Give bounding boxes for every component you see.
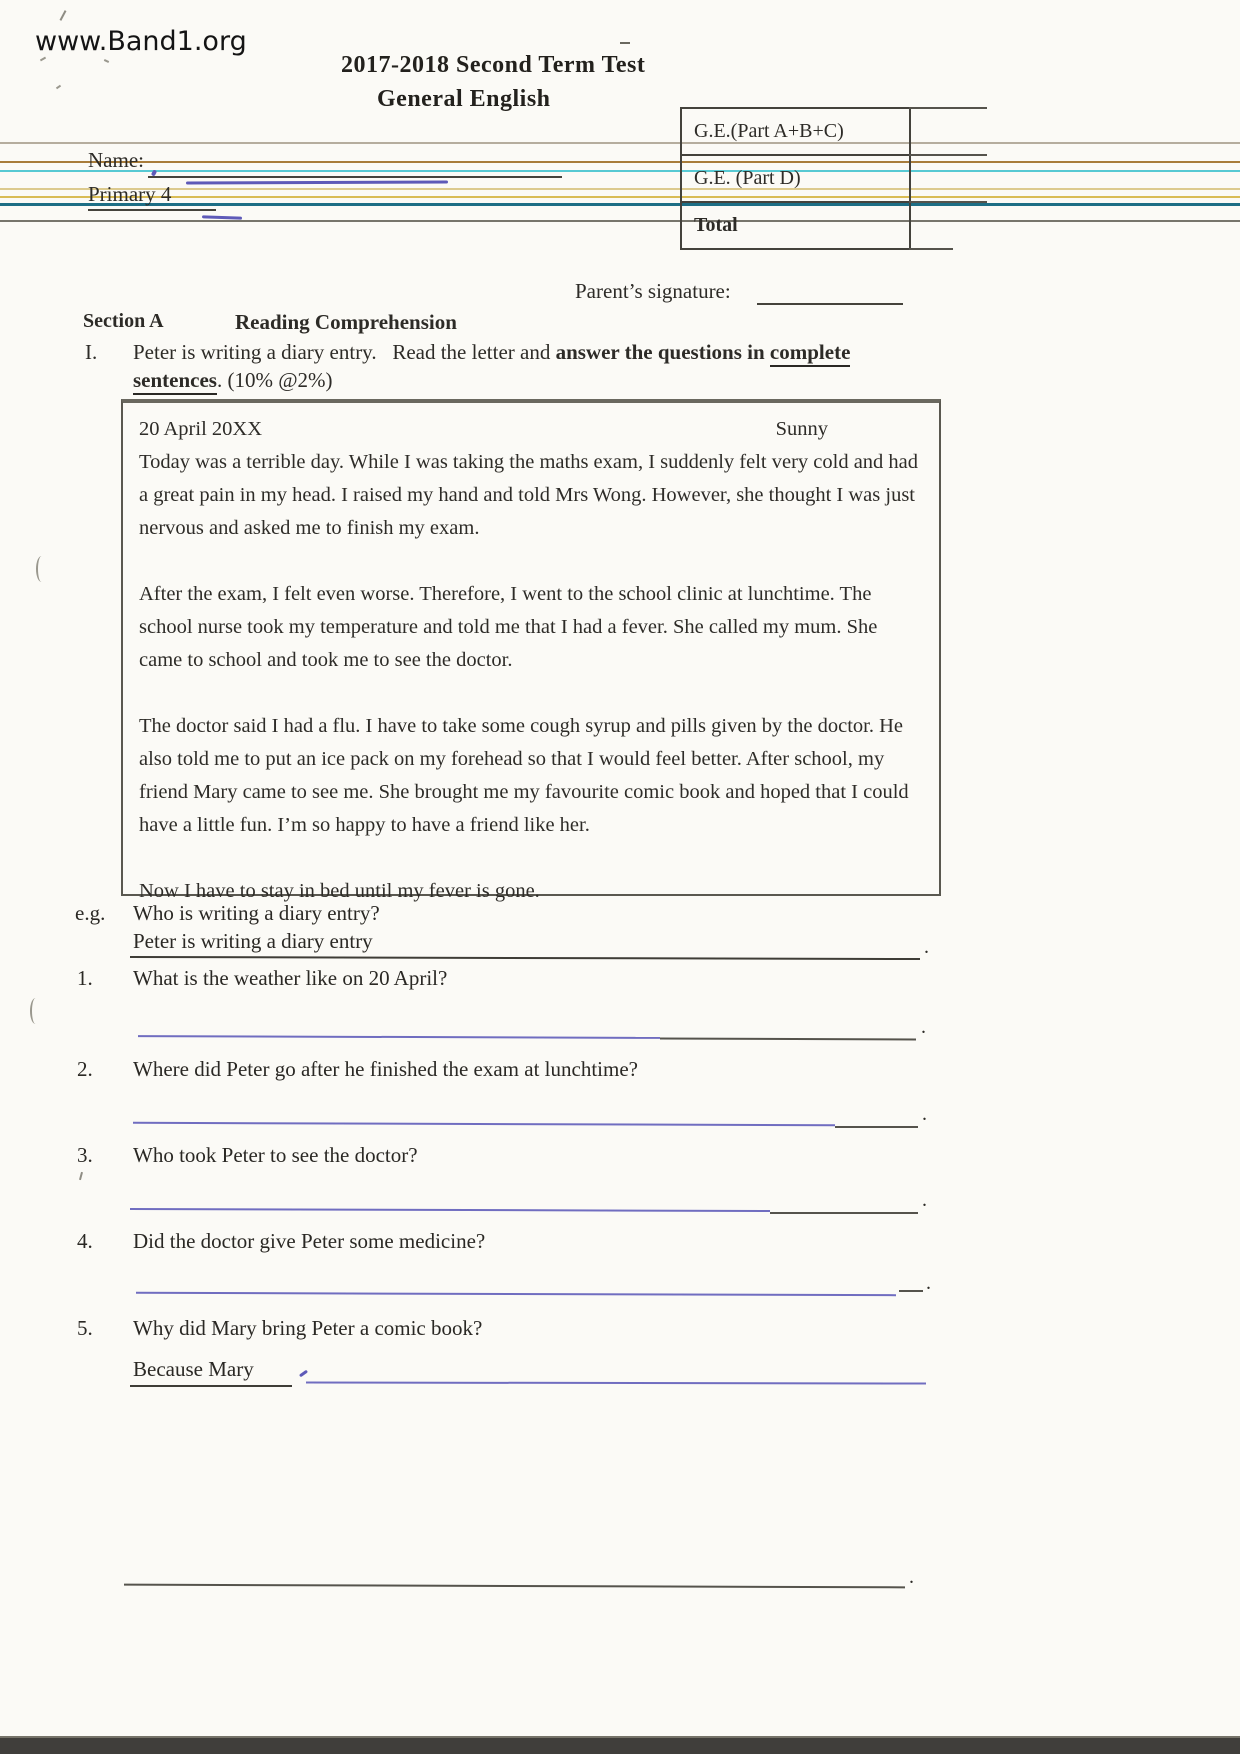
question-3-number: 3.	[77, 1143, 93, 1167]
instruction-bold-underlined: complete	[770, 340, 850, 367]
instruction-bold: answer the questions in	[555, 340, 765, 364]
diary-paragraph-3: The doctor said I had a flu. I have to take some cough syrup and pills given by the doctor. He also told me to put an ice pack on my forehead so that I would feel better. After school, my friend Mary came to see me. She brought me my favourite comic book and hoped that I could have a little fun. I’m so happy to have a friend like her.	[139, 715, 909, 836]
question-2-answer-line	[133, 1122, 835, 1126]
instruction-part2: Read the letter and	[392, 340, 551, 364]
diary-paragraph-1: Today was a terrible day. While I was taking the maths exam, I suddenly felt very cold and had a great pain in my head. I raised my hand and told Mrs Wong. However, she thought I was just nervous and asked me to finish my exam.	[139, 451, 919, 539]
parent-signature-label: Parent’s signature:	[575, 279, 731, 303]
question-5-answer-prefix: Because Mary	[133, 1357, 254, 1381]
question-3-text: Who took Peter to see the doctor?	[133, 1143, 418, 1167]
question-5-answer-underline	[130, 1385, 292, 1387]
score-row-part-d: G.E. (Part D)	[682, 156, 909, 203]
table-line-extension	[909, 107, 987, 109]
question-4-answer-line	[136, 1292, 896, 1296]
page-subtitle: General English	[377, 86, 551, 112]
diary-dateline	[139, 413, 923, 446]
diary-paragraph-2: After the exam, I felt even worse. Therefore, I went to the school clinic at lunchtime. The school nurse took my temperature and told me that I had a fever. She called my mum. She came to school and took me to see the doctor.	[139, 583, 878, 671]
table-line-extension	[909, 154, 987, 156]
line-end-period: .	[926, 1272, 931, 1294]
instruction-line1	[133, 340, 850, 365]
example-answer: Peter is writing a diary entry	[133, 929, 373, 953]
scan-artifact	[620, 42, 630, 44]
line-end-period: .	[921, 1016, 926, 1038]
scan-artifact	[40, 57, 46, 62]
instruction-line2	[133, 368, 333, 393]
question-3-answer-line	[130, 1208, 770, 1212]
line-end-period: .	[909, 1566, 914, 1588]
line-end-period: .	[922, 1189, 927, 1211]
scan-artifact	[60, 10, 67, 21]
line-end-period: .	[924, 936, 929, 958]
scan-artifact	[36, 556, 47, 582]
table-line-extension	[909, 248, 953, 250]
scan-edge-strip	[0, 1736, 1240, 1754]
question-2-number: 2.	[77, 1057, 93, 1081]
example-label: e.g.	[75, 901, 106, 925]
instruction-line2-underlined: sentences	[133, 368, 217, 395]
scan-artifact	[56, 85, 61, 90]
question-4-text: Did the doctor give Peter some medicine?	[133, 1229, 486, 1253]
question-2-text: Where did Peter go after he finished the exam at lunchtime?	[133, 1057, 638, 1081]
score-row-total: Total	[694, 214, 738, 236]
question-5-text: Why did Mary bring Peter a comic book?	[133, 1316, 483, 1340]
question-1-answer-line	[660, 1038, 916, 1041]
instruction-part1: Peter is writing a diary entry.	[133, 340, 377, 364]
parent-signature-line	[757, 303, 903, 305]
scan-artifact	[30, 998, 41, 1024]
diary-date: 20 April 20XX	[139, 418, 262, 440]
section-label: Section A	[83, 310, 164, 332]
name-blank-line	[148, 176, 562, 178]
ruled-line-brown	[0, 161, 1240, 163]
item-numeral: I.	[85, 340, 98, 364]
question-5-number: 5.	[77, 1316, 93, 1340]
score-table	[680, 107, 911, 250]
ruled-line-teal	[0, 203, 1240, 206]
score-row-parts-abc: G.E.(Part A+B+C)	[682, 109, 909, 156]
diary-entry-box	[121, 399, 941, 902]
diary-paragraph-4: Now I have to stay in bed until my fever is gone.	[139, 880, 540, 902]
class-blank-line	[88, 209, 216, 211]
ruled-line-gray	[0, 142, 1240, 144]
question-1-text: What is the weather like on 20 April?	[133, 966, 448, 990]
instruction-gap	[377, 340, 393, 364]
ruled-line-khaki	[0, 188, 1240, 190]
ruled-line-yellow	[0, 196, 1240, 198]
section-title: Reading Comprehension	[235, 310, 457, 334]
pen-mark	[299, 1370, 308, 1378]
question-1-number: 1.	[77, 966, 93, 990]
ruled-line-darkgray	[0, 220, 1240, 222]
table-line-extension	[909, 201, 987, 203]
question-5-answer-line	[306, 1381, 926, 1384]
question-4-answer-dash	[899, 1290, 923, 1292]
page-title: 2017-2018 Second Term Test	[341, 52, 646, 78]
watermark: www.Band1.org	[35, 26, 247, 57]
scan-artifact	[79, 1172, 83, 1180]
example-question: Who is writing a diary entry?	[133, 901, 380, 925]
scan-artifact	[104, 59, 109, 63]
ruled-line-cyan	[0, 170, 1240, 172]
class-label: Primary 4	[88, 182, 172, 206]
question-2-answer-line	[835, 1126, 918, 1128]
question-3-answer-line	[770, 1212, 918, 1214]
example-answer-line	[130, 956, 920, 960]
pen-line	[186, 181, 448, 185]
name-label: Name:	[88, 148, 144, 172]
diary-weather: Sunny	[775, 418, 828, 440]
line-end-period: .	[922, 1103, 927, 1125]
instruction-line2-rest: . (10% @2%)	[216, 368, 333, 392]
question-1-answer-line	[138, 1035, 660, 1039]
question-4-number: 4.	[77, 1229, 93, 1253]
question-5-answer-line-2	[124, 1584, 905, 1589]
